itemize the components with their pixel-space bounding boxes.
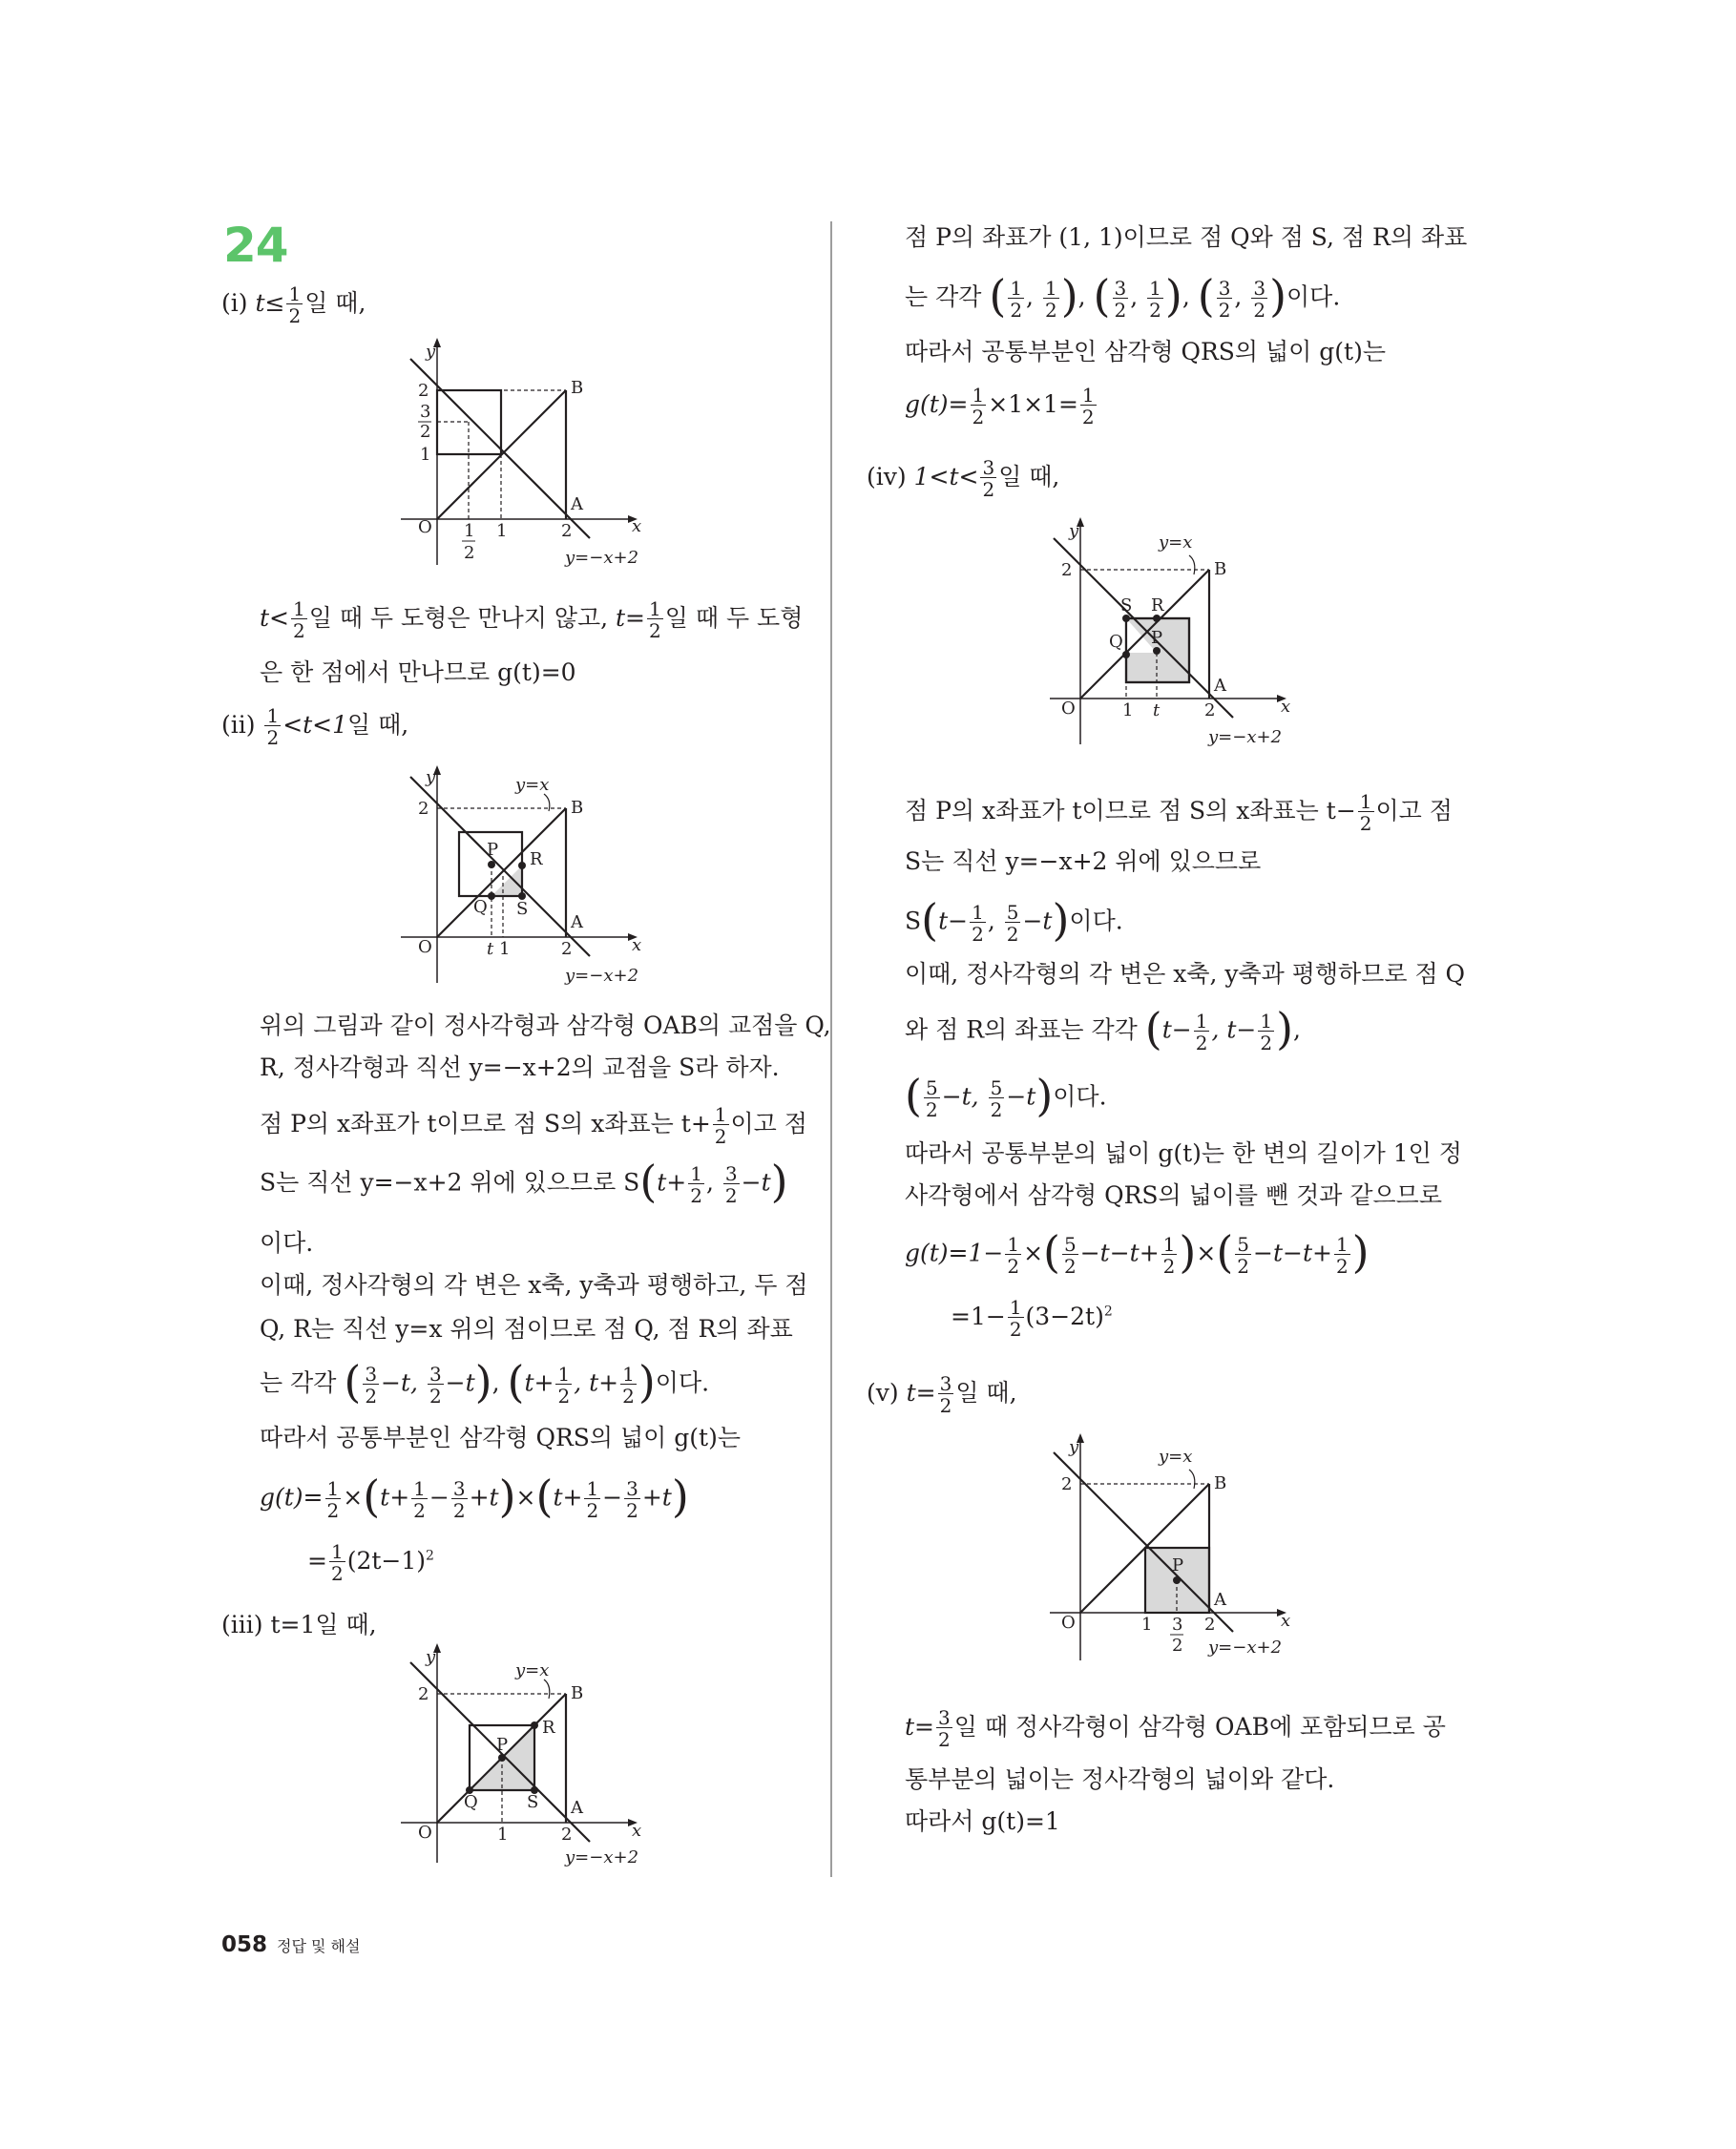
page-footer [221,1932,360,1957]
problem-number: 24 [223,218,288,273]
svg-text:B: B [1214,559,1227,579]
case5-text-line: t= $\frac{3}{2}$ 일 때 정사각형이 삼각형 OAB에 포함되므로 공 [905,1706,1446,1751]
svg-text:x: x [1281,697,1291,717]
svg-text:O: O [418,1823,432,1843]
shaded-triangle-QRS [492,866,522,896]
svg-text:1: 1 [1141,1615,1153,1635]
point-P [488,861,495,868]
svg-text:2: 2 [1172,1636,1183,1656]
graph-case3 [391,1643,678,1872]
case4-text-line: S는 직선 y=−x+2 위에 있으므로 [905,847,1262,875]
graph-case2 [391,763,678,992]
case4-formula-line2: =1− $\frac{1}{2}$ $(3-2t)^2$ [951,1296,1113,1341]
case4-formula-line1: g(t)=1− $\frac{1}{2}$ ×( $\frac{5}{2}$ −t−t+ $\frac{1}{2}$ )×( $\frac{5}{2}$ −t−t+ $\frac{1}{2}$ ) [905,1226,1370,1278]
svg-text:2: 2 [1204,1615,1216,1635]
svg-text:y: y [426,1647,436,1667]
svg-text:R: R [1151,595,1164,615]
svg-text:2: 2 [1061,1474,1073,1494]
case2-formula-line2: = $\frac{1}{2}$ $(2t-1)^2$ [307,1540,434,1585]
svg-text:2: 2 [561,1825,573,1845]
case4-text-line: 사각형에서 삼각형 QRS의 넓이를 뺀 것과 같으므로 [905,1181,1442,1209]
svg-text:x: x [1281,1611,1291,1631]
case2-formula-line1: g(t)= $\frac{1}{2}$ ×(t+ $\frac{1}{2}$ − $\frac{3}{2}$ +t)×(t+ $\frac{1}{2}$ − $\frac{3}{2}$ +t) [260,1471,689,1522]
case1-label: (ⅰ) [221,289,248,317]
case2-heading: (ⅱ) $\frac{1}{2}$ <t<1일 때, [221,704,409,749]
svg-text:x: x [632,1821,642,1841]
case2-text-line: 위의 그림과 같이 정사각형과 삼각형 OAB의 교점을 Q, [260,1012,831,1039]
svg-text:3: 3 [1172,1615,1183,1635]
case4-text-line: 점 P의 x좌표가 t이므로 점 S의 x좌표는 t− $\frac{1}{2}$ 이고 점 [905,790,1453,835]
svg-text:Q: Q [1109,632,1123,652]
svg-text:y: y [1069,521,1079,541]
svg-text:y: y [1069,1437,1079,1457]
svg-text:t: t [1153,700,1161,720]
svg-text:S: S [1120,595,1133,615]
svg-text:P: P [1172,1555,1184,1575]
case4-text-line: S(t− $\frac{1}{2}$ , $\frac{5}{2}$ −t)이다. [905,894,1123,946]
svg-text:O: O [1061,1613,1076,1633]
graph-case1 [391,336,678,573]
tick-label: 1 [496,521,508,541]
case1-heading: (ⅰ) t≤ $\frac{1}{2}$ 일 때, [221,282,366,327]
column-divider [830,221,832,1877]
svg-text:A: A [1214,676,1226,696]
case3-text-line: 따라서 공통부분인 삼각형 QRS의 넓이 g(t)는 [905,338,1386,365]
case2-text-line: R, 정사각형과 직선 y=−x+2의 교점을 S라 하자. [260,1054,780,1081]
svg-text:R: R [530,849,543,869]
svg-text:O: O [1061,699,1076,719]
svg-text:S: S [527,1792,539,1812]
svg-text:y: y [426,767,436,787]
svg-text:P: P [496,1735,509,1755]
graph-case4 [1040,515,1327,754]
case3-formula: g(t)= $\frac{1}{2}$ ×1×1= $\frac{1}{2}$ [905,384,1095,428]
svg-text:x: x [632,935,642,955]
case5-text-line: 통부분의 넓이는 정사각형의 넓이와 같다. [905,1765,1335,1793]
svg-text:y=−x+2: y=−x+2 [1208,727,1283,747]
case2-text-line: 따라서 공통부분인 삼각형 QRS의 넓이 g(t)는 [260,1424,741,1451]
svg-text:A: A [571,1798,583,1818]
svg-text:O: O [418,937,432,957]
svg-text:Q: Q [464,1792,478,1812]
svg-text:2: 2 [418,799,429,819]
x-axis-label: x [632,516,642,536]
svg-text:A: A [571,912,583,932]
page-label: 정답 및 해설 [277,1937,361,1955]
line-equation-label: y=−x+2 [565,548,639,568]
fraction: $\frac{1}{2}$ [288,282,302,327]
point-R [518,862,526,869]
svg-text:B: B [571,1683,584,1703]
svg-text:1: 1 [497,1825,509,1845]
svg-text:y=−x+2: y=−x+2 [565,1847,639,1867]
tick-label: 2 [464,543,475,563]
case2-text-line: 점 P의 x좌표가 t이므로 점 S의 x좌표는 t+ $\frac{1}{2}$ 이고 점 [260,1103,807,1148]
svg-text:y=x: y=x [1159,1447,1193,1467]
svg-text:P: P [487,840,499,860]
tick-label: 2 [418,381,429,401]
svg-text:Q: Q [473,897,488,917]
y-axis-label: y [426,342,436,362]
svg-text:y=−x+2: y=−x+2 [1208,1638,1283,1658]
svg-text:t: t [487,939,494,959]
case2-text-line: 이때, 정사각형의 각 변은 x축, y축과 평행하고, 두 점 [260,1271,808,1299]
tick-label: 1 [464,521,475,541]
svg-text:R: R [542,1718,555,1738]
case4-text-line: 이때, 정사각형의 각 변은 x축, y축과 평행하므로 점 Q [905,960,1466,988]
case3-heading: (ⅲ) t=1일 때, [221,1611,377,1638]
case1-text-line2: 은 한 점에서 만나므로 g(t)=0 [260,658,576,686]
graph-case5 [1040,1431,1327,1670]
case4-heading: (ⅳ) 1<t< $\frac{3}{2}$ 일 때, [867,456,1060,501]
case2-text-line: 이다. [260,1229,314,1257]
tick-label: 1 [420,445,431,465]
case5-heading: (ⅴ) t= $\frac{3}{2}$ 일 때, [867,1372,1017,1417]
case4-text-line: ( $\frac{5}{2}$ −t, $\frac{5}{2}$ −t)이다. [905,1070,1107,1121]
svg-text:2: 2 [418,1684,429,1704]
case2-text-line: S는 직선 y=−x+2 위에 있으므로 S(t+ $\frac{1}{2}$ , $\frac{3}{2}$ −t) [260,1156,788,1207]
case2-text-line: Q, R는 직선 y=x 위의 점이므로 점 Q, 점 R의 좌표 [260,1315,793,1343]
point-Q [488,892,495,900]
case1-text-line1: t< $\frac{1}{2}$ 일 때 두 도형은 만나지 않고, t= $\frac{1}{2}$ 일 때 두 도형 [260,597,804,642]
svg-text:y=x: y=x [1159,532,1193,553]
tick-label: 3 [420,402,431,422]
svg-text:B: B [1214,1473,1227,1493]
point-B-label: B [571,378,584,398]
svg-text:y=x: y=x [515,1660,550,1680]
svg-text:2: 2 [561,939,573,959]
point-A-label: A [571,494,583,514]
svg-text:2: 2 [1204,700,1216,720]
case5-text-line: 따라서 g(t)=1 [905,1807,1060,1835]
svg-text:2: 2 [1061,560,1073,580]
svg-text:S: S [516,899,529,919]
svg-text:1: 1 [1122,700,1134,720]
case3-text-line: 는 각각 ( $\frac{1}{2}$ , $\frac{1}{2}$ ), ( $\frac{3}{2}$ , $\frac{1}{2}$ ), ( $\frac{3}{2}$ , $\frac{3}{2}$ )이다. [905,270,1341,322]
tick-label: 2 [420,422,431,442]
case2-text-line: 는 각각 ( $\frac{3}{2}$ −t, $\frac{3}{2}$ −t), (t+ $\frac{1}{2}$ , t+ $\frac{1}{2}$ )이다. [260,1356,710,1408]
svg-text:y=x: y=x [515,775,550,795]
svg-text:A: A [1214,1590,1226,1610]
svg-text:y=−x+2: y=−x+2 [565,966,639,986]
svg-text:P: P [1151,628,1163,648]
case4-text-line: 따라서 공통부분의 넓이 g(t)는 한 변의 길이가 1인 정 [905,1139,1462,1167]
case4-text-line: 와 점 R의 좌표는 각각 (t− $\frac{1}{2}$ , t− $\frac{1}{2}$ ), [905,1003,1301,1054]
tick-label: 2 [561,521,573,541]
case3-text-line: 점 P의 좌표가 (1, 1)이므로 점 Q와 점 S, 점 R의 좌표 [905,223,1468,251]
svg-text:B: B [571,798,584,818]
origin-label: O [418,517,432,537]
svg-text:1: 1 [499,939,511,959]
page-number: 058 [221,1932,268,1957]
